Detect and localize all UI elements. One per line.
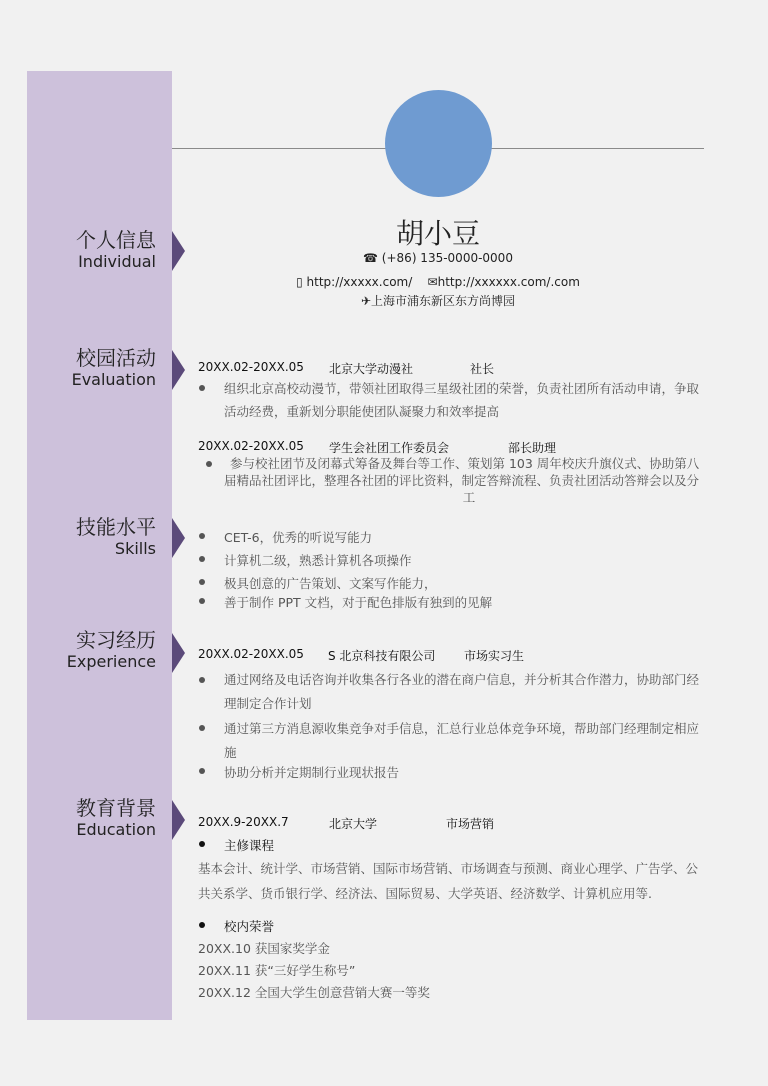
contact-address: ✈上海市浦东新区东方尚博园 xyxy=(360,294,516,308)
entry-role: 社长 xyxy=(470,362,495,376)
entry-org: 北京大学动漫社 xyxy=(329,362,414,376)
entry-date: 20XX.02-20XX.05 xyxy=(198,647,304,661)
campus-entry-header xyxy=(198,439,718,455)
honor-item: 20XX.11 获“三好学生称号” xyxy=(198,963,356,978)
skill-item: 善于制作 PPT 文档，对于配色排版有独到的见解 xyxy=(224,595,493,610)
bullet-dot xyxy=(199,385,205,391)
skill-item: 计算机二级，熟悉计算机各项操作 xyxy=(224,553,412,568)
contact-web1: ▯ http://xxxxx.com/ xyxy=(296,275,413,289)
section-title-evaluation xyxy=(72,346,156,390)
bullet-line: 参与校社团节及闭幕式筹备及舞台等工作、策划第 103 周年校庆升旗仪式、协助第八 xyxy=(230,456,700,471)
bullet-dot xyxy=(206,461,212,467)
courses-line: 基本会计、统计学、市场营销、国际市场营销、市场调查与预测、商业心理学、广告学、公 xyxy=(198,861,699,876)
entry-date: 20XX.02-20XX.05 xyxy=(198,439,304,453)
section-title-en: Individual xyxy=(78,252,156,271)
section-title-experience xyxy=(67,628,156,672)
skill-item: 极具创意的广告策划、文案写作能力， xyxy=(224,576,437,591)
honor-item: 20XX.12 全国大学生创意营销大赛一等奖 xyxy=(198,985,430,1000)
bullet-line: 活动经费，重新划分职能使团队凝聚力和效率提高 xyxy=(224,404,500,419)
internship-header xyxy=(198,647,718,663)
bullet-dot xyxy=(199,677,205,683)
section-arrow xyxy=(172,350,185,390)
bullet-line: 通过第三方消息源收集竞争对手信息，汇总行业总体竞争环境，帮助部门经理制定相应 xyxy=(224,721,700,736)
bullet-line: 通过网络及电话咨询并收集各行各业的潜在商户信息，并分析其合作潜力，协助部门经 xyxy=(224,672,700,687)
section-title-en: Experience xyxy=(66,652,156,671)
section-title-zh: 个人信息 xyxy=(76,228,156,252)
courses-title: 主修课程 xyxy=(224,838,275,853)
bullet-line: 施 xyxy=(224,745,237,760)
entry-company: S 北京科技有限公司 xyxy=(328,649,436,663)
section-title-skills xyxy=(76,515,156,559)
bullet-line: 组织北京高校动漫节，带领社团取得三星级社团的荣誉，负责社团所有活动申请，争取 xyxy=(224,381,700,396)
section-title-zh: 技能水平 xyxy=(76,515,156,539)
contact-web2: ✉http://xxxxxx.com/.com xyxy=(427,275,580,289)
courses-line: 共关系学、货币银行学、经济法、国际贸易、大学英语、经济数学、计算机应用等. xyxy=(198,886,652,901)
entry-role: 部长助理 xyxy=(508,441,557,455)
section-arrow xyxy=(172,800,185,840)
section-title-en: Education xyxy=(76,820,156,839)
person-name: 胡小豆 xyxy=(395,217,480,250)
section-title-zh: 教育背景 xyxy=(76,796,156,820)
education-header xyxy=(198,815,718,831)
section-title-zh: 校园活动 xyxy=(76,346,156,370)
bullet-dot xyxy=(199,841,205,847)
entry-date: 20XX.9-20XX.7 xyxy=(198,815,289,829)
honor-item: 20XX.10 获国家奖学金 xyxy=(198,941,330,956)
honors-title: 校内荣誉 xyxy=(224,919,275,934)
section-title-en: Evaluation xyxy=(71,370,156,389)
bullet-dot xyxy=(199,579,205,585)
bullet-line: 理制定合作计划 xyxy=(224,696,312,711)
courses-list xyxy=(198,856,728,906)
bullet-dot xyxy=(199,533,205,539)
section-arrow xyxy=(172,518,185,558)
bullet-dot xyxy=(199,922,205,928)
entry-date: 20XX.02-20XX.05 xyxy=(198,360,304,374)
internship-bullet xyxy=(224,668,724,716)
entry-major: 市场营销 xyxy=(446,817,495,831)
contact-websites xyxy=(0,275,768,289)
entry-org: 学生会社团工作委员会 xyxy=(329,441,450,455)
bullet-dot xyxy=(199,768,205,774)
entry-school: 北京大学 xyxy=(329,817,378,831)
internship-bullet xyxy=(224,717,724,765)
bullet-dot xyxy=(199,598,205,604)
bullet-dot xyxy=(199,725,205,731)
bullet-line: 工 xyxy=(462,490,476,505)
entry-role: 市场实习生 xyxy=(464,649,525,663)
section-title-en: Skills xyxy=(114,539,156,558)
bullet-dot xyxy=(199,556,205,562)
contact-phone: ☎ (+86) 135-0000-0000 xyxy=(363,251,513,265)
section-arrow xyxy=(172,633,185,673)
skill-item: CET-6，优秀的听说写能力 xyxy=(224,530,373,545)
campus-bullet xyxy=(224,377,724,423)
section-title-education xyxy=(76,796,156,840)
campus-bullet xyxy=(224,455,724,506)
campus-entry-header xyxy=(198,360,718,376)
avatar xyxy=(385,90,492,197)
internship-bullet: 协助分析并定期制行业现状报告 xyxy=(224,765,400,780)
bullet-line: 届精品社团评比，整理各社团的评比资料，制定答辩流程、负责社团活动答辩会以及分 xyxy=(224,473,700,488)
section-title-zh: 实习经历 xyxy=(76,628,156,652)
